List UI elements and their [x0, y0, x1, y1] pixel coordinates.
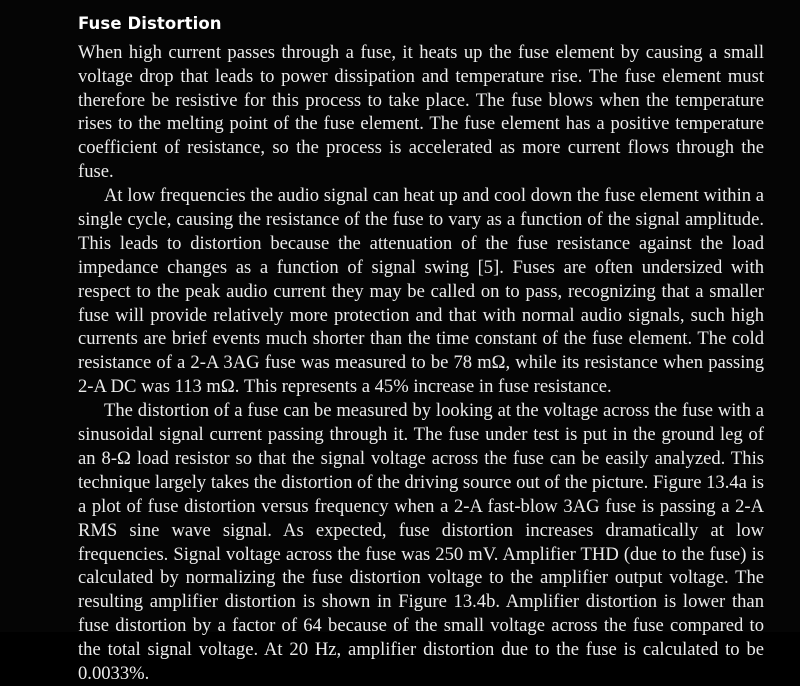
paragraph-3: The distortion of a fuse can be measured by looking at the voltage across the fuse with a sinusoidal signal current passing through it. The fuse under test is put in the ground leg of an 8-Ω load resistor so that the signal voltage across the fuse can be easily analyzed. This technique largely takes the distortion of the driving source out of the picture. Figure 13.4a is a plot of fuse distortion versus frequency when a 2-A fast-blow 3AG fuse is passing a 2-A RMS sine wave signal. As expected, fuse distortion increases dramatically at low frequencies. Signal voltage across the fuse was 250 mV. Amplifier THD (due to the fuse) is calculated by normalizing the fuse distortion voltage to the amplifier output voltage. The resulting amplifier distortion is shown in Figure 13.4b. Amplifier distortion is lower than fuse distortion by a factor of 64 because of the small voltage across the fuse compared to the total signal voltage. At 20 Hz, amplifier distortion due to the fuse is calculated to be 0.0033%.: [78, 400, 764, 684]
body-text: [78, 41, 764, 686]
page-title: Fuse Distortion: [78, 14, 222, 33]
paragraph-1: When high current passes through a fuse, it heats up the fuse element by causing a small voltage drop that leads to power dissipation and temperature rise. The fuse element must therefore be resistive for this process to take place. The fuse blows when the temperature rises to the melting point of the fuse element. The fuse element has a positive temperature coefficient of resistance, so the process is accelerated as more current flows through the fuse.: [78, 41, 764, 183]
paragraph-2: At low frequencies the audio signal can heat up and cool down the fuse element within a single cycle, causing the resistance of the fuse to vary as a function of the signal amplitude. This leads to distortion because the attenuation of the fuse resistance against the load impedance changes as a function of signal swing [5]. Fuses are often undersized with respect to the peak audio current they may be called on to pass, recognizing that a smaller fuse will provide relatively more protection and that with normal audio signals, such high currents are brief events much shorter than the time constant of the fuse element. The cold resistance of a 2-A 3AG fuse was measured to be 78 mΩ, while its resistance when passing 2-A DC was 113 mΩ. This represents a 45% increase in fuse resistance.: [78, 185, 764, 398]
